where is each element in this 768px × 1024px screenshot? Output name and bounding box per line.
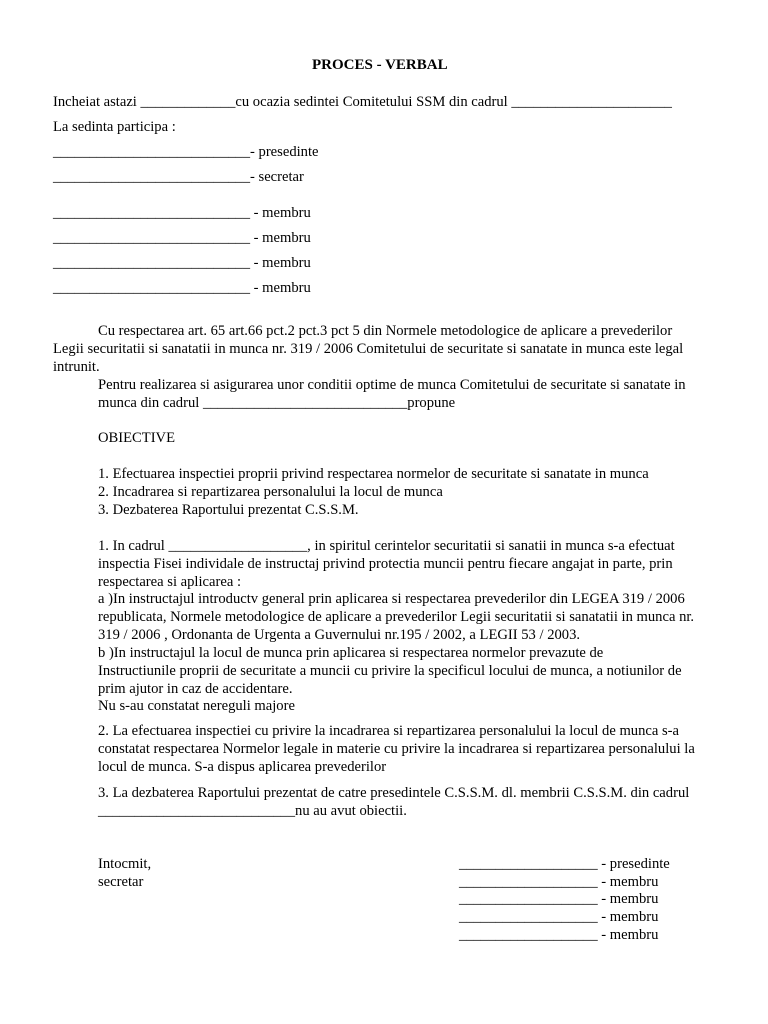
participant-row [53,279,311,297]
attendance-label: La sedinta participa : [53,119,176,135]
section1-line: b )In instructajul la locul de munca prin aplicarea si respectarea normelor prevazute de [98,645,604,661]
signature-blank: ___________________ [459,909,598,925]
participant-row [53,168,304,186]
objective-item: 3. Dezbaterea Raportului prezentat C.S.S.M. [98,502,359,518]
section2-line: locul de munca. S-a dispus aplicarea prevederilor [98,759,387,775]
participant-row [53,204,311,222]
section1-line: inspectia Fisei individale de instructaj privind protectia muncii pentru fiecare angajat in parte, prin [98,556,673,572]
signature-blank: ___________________ [459,874,598,890]
signature-blank: ___________________________ [53,280,251,296]
participant-role: - membru [250,230,311,246]
signature-row [459,908,658,926]
objective-item: 1. Efectuarea inspectiei proprii privind respectarea normelor de securitate si sanatate in munca [98,466,649,482]
signature-row [459,890,658,908]
participant-role: - secretar [250,169,304,185]
participant-row [53,229,311,247]
signature-blank: ___________________________ [53,255,251,271]
objectives-heading: OBIECTIVE [98,430,176,446]
signature-row [459,873,658,891]
signature-blank: ___________________________ [53,205,251,221]
signature-row [459,926,658,944]
section1-line: prim ajutor in caz de accidentare. [98,681,293,697]
document-title: PROCES - VERBAL [312,57,448,73]
section1-line: republicata, Normele metodologice de aplicare a prevederilor Legii securitatii si sanatatii in munca nr. [98,609,695,625]
footer-left-label: Intocmit, [98,856,152,872]
participant-role: - presedinte [250,144,319,160]
signature-row [459,855,670,873]
section1-line: a )In instructajul introductv general prin aplicarea si respectarea prevederilor din LEGEA 319 / 2006 [98,591,685,607]
objective-item: 2. Incadrarea si repartizarea personalului la locul de munca [98,484,443,500]
paragraph-line: Pentru realizarea si asigurarea unor conditii optime de munca Comitetului de securitate si sanatate in [98,377,686,393]
signature-blank: ___________________________ [53,144,251,160]
section1-line: 1. In cadrul ___________________, in spiritul cerintelor securitatii si sanatii in munca s-a efectuat [98,538,675,554]
signature-blank: ___________________________ [53,230,251,246]
paragraph-line: intrunit. [53,359,100,375]
signature-role: - membru [597,891,659,907]
signature-blank: ___________________ [459,927,598,943]
paragraph-line: munca din cadrul ____________________________propune [98,395,456,411]
paragraph-line: Cu respectarea art. 65 art.66 pct.2 pct.3 pct 5 din Normele metodologice de aplicare a prevederilor [98,323,673,339]
participant-row [53,254,311,272]
section2-line: constatat respectarea Normelor legale in materie cu privire la incadrarea si repartizarea personalului la [98,741,695,757]
signature-blank: ___________________ [459,891,598,907]
participant-role: - membru [250,255,311,271]
section1-line: respectarea si aplicarea : [98,574,242,590]
signature-blank: ___________________ [459,856,598,872]
footer-left-label: secretar [98,874,144,890]
section2-line: 2. La efectuarea inspectiei cu privire la incadrarea si repartizarea personalului la locul de munca s-a [98,723,680,739]
participant-row [53,143,319,161]
participant-role: - membru [250,280,311,296]
section1-line: Nu s-au constatat nereguli majore [98,698,295,714]
signature-role: - membru [597,874,659,890]
participant-role: - membru [250,205,311,221]
signature-role: - membru [597,927,659,943]
signature-role: - presedinte [597,856,670,872]
section1-line: 319 / 2006 , Ordonanta de Urgenta a Guvernului nr.195 / 2002, a LEGII 53 / 2003. [98,627,581,643]
intro-line: Incheiat astazi _____________cu ocazia sedintei Comitetului SSM din cadrul ______________________ [53,94,672,110]
section3-line: ___________________________nu au avut obiectii. [98,803,407,819]
signature-blank: ___________________________ [53,169,251,185]
section3-line: 3. La dezbaterea Raportului prezentat de catre presedintele C.S.S.M. dl. membrii C.S.S.M. din cadrul [98,785,690,801]
paragraph-line: Legii securitatii si sanatatii in munca nr. 319 / 2006 Comitetului de securitate si sanatate in munca este legal [53,341,684,357]
section1-line: Instructiunile proprii de securitate a muncii cu privire la specificul locului de munca, a notiunilor de [98,663,682,679]
signature-role: - membru [597,909,659,925]
